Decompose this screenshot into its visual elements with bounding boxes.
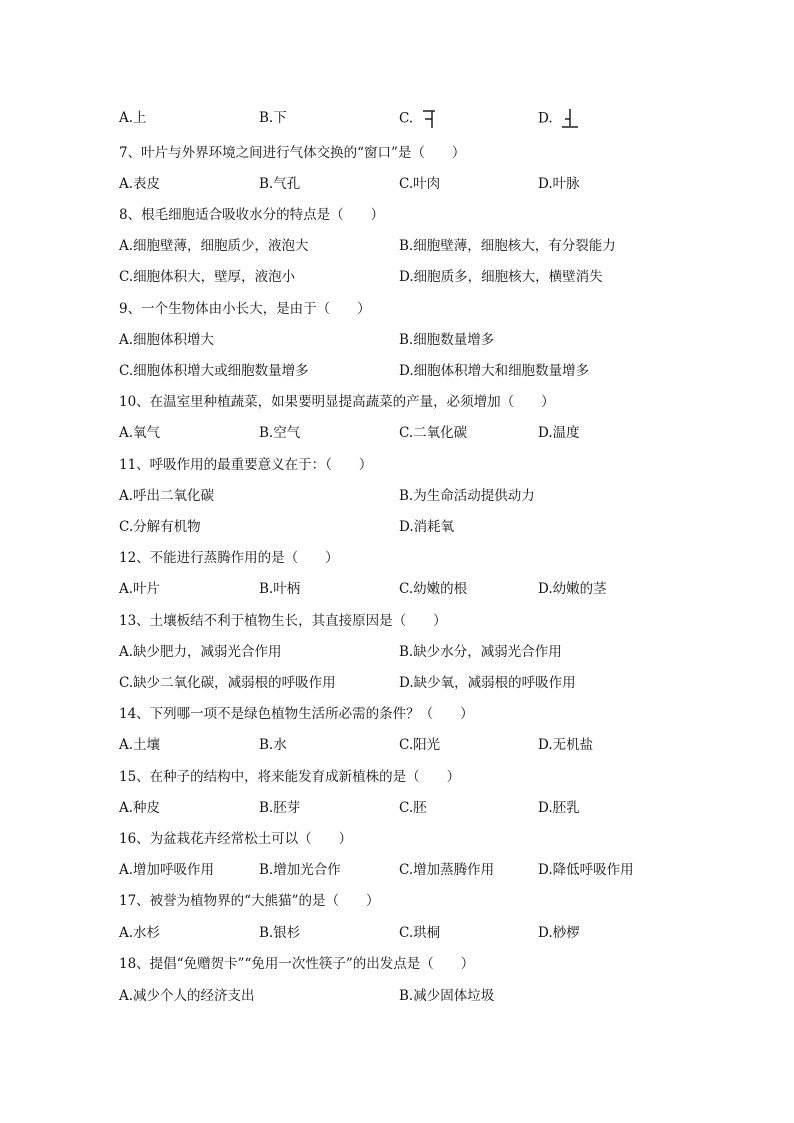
option-b: B.水 [259,737,287,753]
option-a: A.氧气 [119,425,161,441]
option-b: B.胚芽 [259,800,301,816]
option-d: D.幼嫩的茎 [538,581,607,597]
option-c: C.珙桐 [399,925,441,941]
option-d: D.细胞质多，细胞核大，横壁消失 [399,269,603,285]
option-b: B.细胞壁薄，细胞核大，有分裂能力 [399,238,616,254]
option-row-q13-cd [119,673,719,693]
option-c [399,108,437,130]
option-a: A.缺少肥力，减弱光合作用 [119,644,282,660]
option-b: B.叶柄 [259,581,301,597]
option-b: B.缺少水分，减弱光合作用 [399,644,562,660]
option-c: C.分解有机物 [119,519,201,535]
option-a: A.水杉 [119,925,161,941]
option-a: A.上 [119,110,147,126]
option-d: D.胚乳 [538,800,580,816]
option-c: C.幼嫩的根 [399,581,468,597]
option-row-q18-ab [119,986,719,1006]
option-d-label: D. [538,110,553,127]
question-17-stem: 17、被誉为植物界的“大熊猫”的是（ ） [119,893,380,909]
question-14-stem: 14、下列哪一项不是绿色植物生活所必需的条件？（ ） [119,706,474,722]
option-b: B.银杉 [259,925,301,941]
option-c: C.细胞体积增大或细胞数量增多 [119,363,309,379]
option-row-q12 [119,579,719,599]
option-row-q14 [119,735,719,755]
option-c: C.胚 [399,800,427,816]
option-row-q8-cd [119,267,719,287]
option-row-q11-cd [119,517,719,537]
option-a: A.增加呼吸作用 [119,862,215,878]
stroke-glyph-d-icon [561,108,579,130]
question-16-stem: 16、为盆栽花卉经常松土可以（ ） [119,831,353,847]
option-a: A.细胞体积增大 [119,332,215,348]
option-a: A.细胞壁薄，细胞质少，液泡大 [119,238,309,254]
option-d: D.细胞体积增大和细胞数量增多 [399,363,590,379]
option-b: B.下 [259,110,287,126]
option-c: C.细胞体积大，壁厚，液泡小 [119,269,296,285]
option-c: C.缺少二氧化碳，减弱根的呼吸作用 [119,675,336,691]
question-10-stem: 10、在温室里种植蔬菜，如果要明显提高蔬菜的产量，必须增加（ ） [119,394,555,410]
option-d: D.缺少氧，减弱根的呼吸作用 [399,675,576,691]
option-d: D.降低呼吸作用 [538,862,634,878]
option-row-q10 [119,423,719,443]
question-13-stem: 13、土壤板结不利于植物生长，其直接原因是（ ） [119,613,447,629]
option-b: B.气孔 [259,176,301,192]
option-b: B.为生命活动提供动力 [399,488,535,504]
option-b: B.细胞数量增多 [399,332,495,348]
option-a: A.土壤 [119,737,161,753]
question-8-stem: 8、根毛细胞适合吸收水分的特点是（ ） [119,207,385,223]
question-15-stem: 15、在种子的结构中，将来能发育成新植株的是（ ） [119,769,461,785]
question-18-stem: 18、提倡“免赠贺卡”“免用一次性筷子”的出发点是（ ） [119,956,475,972]
option-a: A.呼出二氧化碳 [119,488,215,504]
option-row-q15 [119,798,719,818]
option-row-q9-cd [119,361,719,381]
option-row-q7 [119,174,719,194]
question-9-stem: 9、一个生物体由小长大，是由于（ ） [119,301,371,317]
option-c: C.叶肉 [399,176,441,192]
option-c: C.增加蒸腾作用 [399,862,495,878]
option-row-q6 [119,108,719,128]
option-a: A.减少个人的经济支出 [119,988,255,1004]
option-row-q17 [119,923,719,943]
question-7-stem: 7、叶片与外界环境之间进行气体交换的“窗口”是（ ） [119,145,466,161]
option-d: D.无机盐 [538,737,594,753]
stroke-glyph-c-icon [421,108,437,130]
option-a: A.表皮 [119,176,161,192]
option-b: B.增加光合作 [259,862,341,878]
option-row-q8-ab [119,236,719,256]
option-row-q16 [119,860,719,880]
option-d: D.叶脉 [538,176,580,192]
question-12-stem: 12、不能进行蒸腾作用的是（ ） [119,550,339,566]
option-row-q13-ab [119,642,719,662]
option-b: B.减少固体垃圾 [399,988,495,1004]
option-a: A.种皮 [119,800,161,816]
option-row-q11-ab [119,486,719,506]
option-c-label: C. [399,110,414,127]
option-c: C.阳光 [399,737,441,753]
option-c: C.二氧化碳 [399,425,468,441]
option-row-q9-ab [119,330,719,350]
option-d: D.消耗氧 [399,519,455,535]
option-d: D.桫椤 [538,925,580,941]
question-11-stem: 11、呼吸作用的最重要意义在于：（ ） [119,457,373,473]
option-b: B.空气 [259,425,301,441]
option-a: A.叶片 [119,581,161,597]
option-d [538,108,579,130]
option-d: D.温度 [538,425,580,441]
